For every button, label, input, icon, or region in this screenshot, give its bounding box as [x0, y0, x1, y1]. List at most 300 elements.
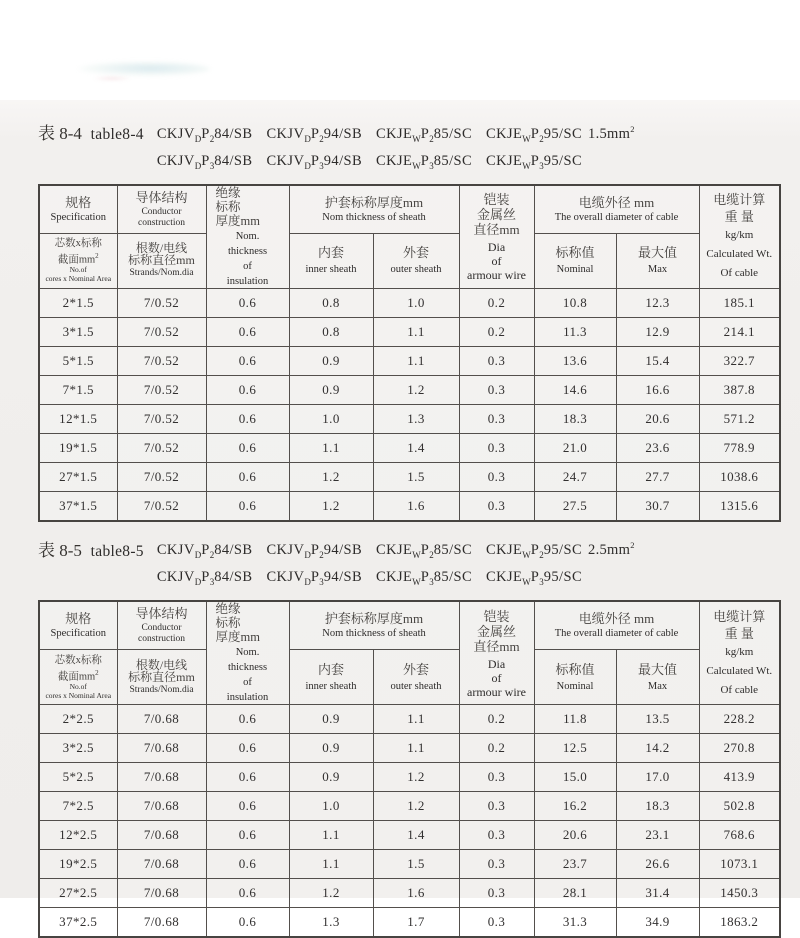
model-row-1 [157, 126, 635, 142]
header-armour-cn: 直径mm [473, 222, 520, 238]
header-inner-sheath-en: inner sheath [305, 264, 357, 276]
header-cores-nominal-area [39, 233, 117, 288]
table-cell: 502.8 [699, 792, 780, 821]
table-header [39, 185, 780, 289]
header-cores-superscript: 2 [95, 251, 99, 260]
header-sheath-thickness [289, 601, 459, 650]
model-subscript: 2 [319, 550, 324, 561]
table-cell: 0.2 [459, 288, 534, 317]
table-cell: 228.2 [699, 705, 780, 734]
model-subscript: W [522, 550, 531, 561]
model-subscript: 2 [209, 133, 215, 144]
header-armour-en: armour wire [467, 684, 526, 699]
table-cell: 1315.6 [699, 491, 780, 521]
size-exponent: 2 [630, 124, 635, 134]
table-cell: 12*1.5 [39, 404, 117, 433]
header-max-cn: 最大值 [638, 245, 678, 261]
cable-model: $CKJE_WP_295/SC$ [486, 125, 583, 144]
table-cell: 19*2.5 [39, 850, 117, 879]
table-row [39, 346, 780, 375]
cable-model: $CKJV_DP_394/SB$ [266, 569, 363, 588]
table-cell: 18.3 [534, 404, 616, 433]
header-strands-cn: 根数/电线 [135, 241, 188, 256]
table-cell: 0.6 [206, 346, 289, 375]
table-row [39, 792, 780, 821]
table-8-5-section [0, 535, 800, 938]
header-armour-en: Dia [487, 656, 506, 671]
table-cell: 270.8 [699, 734, 780, 763]
paper-background [0, 100, 800, 930]
table-cell: 0.3 [459, 346, 534, 375]
header-sheath-cn: 护套标称厚度mm [324, 611, 424, 627]
header-overall-diameter-cn: 电缆外径 mm [578, 611, 655, 627]
model-subscript: D [194, 133, 202, 144]
model-subscript: 2 [539, 133, 544, 144]
table-row [39, 879, 780, 908]
table-cell: 1.5 [373, 462, 459, 491]
table-cell: 1038.6 [699, 462, 780, 491]
header-inner-sheath-en: inner sheath [305, 680, 357, 692]
table-cell: 7/0.68 [117, 850, 206, 879]
table-row [39, 404, 780, 433]
header-max-cn: 最大值 [638, 661, 678, 677]
size-label [588, 542, 635, 558]
caption-tag-cn: 表 8-5 [38, 540, 82, 560]
header-strands-cn: 标称直径mm [128, 253, 195, 268]
header-insulation-en: Nom. [235, 647, 260, 659]
table-cell: 23.7 [534, 850, 616, 879]
table-cell: 17.0 [616, 763, 699, 792]
table-cell: 0.6 [206, 821, 289, 850]
cable-model: $CKJE_WP_395/SC$ [486, 569, 583, 588]
caption-tag [38, 535, 144, 561]
table-cell: 1.3 [373, 404, 459, 433]
header-cores-nominal-area [39, 650, 117, 705]
model-subscript: 2 [539, 550, 544, 561]
header-overall-diameter [534, 185, 699, 234]
header-specification-cn: 规格 [65, 194, 92, 210]
table-cell: 13.6 [534, 346, 616, 375]
table-cell: 1.1 [373, 317, 459, 346]
header-max-en: Max [647, 264, 668, 276]
header-strands-cn: 标称直径mm [128, 669, 195, 684]
header-specification [39, 601, 117, 650]
table-cell: 0.6 [206, 491, 289, 521]
header-max-value [616, 650, 699, 705]
header-max-value [616, 233, 699, 288]
table-cell: 10.8 [534, 288, 616, 317]
table-cell: 0.3 [459, 763, 534, 792]
header-insulation-en: insulation [226, 692, 269, 704]
header-armour-en: armour wire [467, 268, 526, 283]
header-insulation-cn: 绝缘 [215, 185, 241, 200]
header-insulation-en: thickness [227, 245, 268, 257]
header-overall-diameter-cn: 电缆外径 mm [578, 194, 655, 210]
size-label [588, 126, 635, 142]
table-cell: 27.7 [616, 462, 699, 491]
table-cell: 28.1 [534, 879, 616, 908]
table-cell: 2*1.5 [39, 288, 117, 317]
table-cell: 1863.2 [699, 908, 780, 938]
table-cell: 0.9 [289, 734, 373, 763]
table-cell: 0.9 [289, 346, 373, 375]
table-cell: 0.9 [289, 375, 373, 404]
table-row [39, 462, 780, 491]
table-cell: 7/0.52 [117, 317, 206, 346]
table-cell: 0.6 [206, 433, 289, 462]
model-subscript: 3 [429, 160, 434, 171]
cable-model: $CKJV_DP_394/SB$ [266, 152, 363, 171]
table-cell: 0.9 [289, 763, 373, 792]
table-cell: 5*1.5 [39, 346, 117, 375]
table-cell: 1.0 [289, 404, 373, 433]
header-cores-cn [40, 250, 117, 267]
table-cell: 0.6 [206, 288, 289, 317]
table-cell: 31.3 [534, 908, 616, 938]
header-weight-cn: 电缆计算 [713, 608, 766, 624]
header-strands-nom-dia [117, 233, 206, 288]
header-weight-cn: 重 量 [724, 209, 754, 225]
model-subscript: 2 [429, 550, 434, 561]
table-cell: 34.9 [616, 908, 699, 938]
table-cell: 21.0 [534, 433, 616, 462]
cable-model: $CKJV_DP_384/SB$ [156, 152, 253, 171]
table-cell: 7/0.52 [117, 491, 206, 521]
header-calculated-weight [699, 185, 780, 289]
header-nominal-cn: 标称值 [555, 661, 595, 677]
table-cell: 27*2.5 [39, 879, 117, 908]
table-cell: 3*2.5 [39, 734, 117, 763]
model-subscript: W [522, 133, 531, 144]
header-conductor-en: Conductor construction [138, 623, 185, 645]
table-cell: 1.1 [289, 433, 373, 462]
table-cell: 26.6 [616, 850, 699, 879]
header-sheath-en: Nom thickness of sheath [322, 211, 426, 223]
table-cell: 37*1.5 [39, 491, 117, 521]
header-conductor-cn: 导体结构 [135, 189, 188, 205]
table-cell: 27.5 [534, 491, 616, 521]
table-cell: 5*2.5 [39, 763, 117, 792]
header-insulation-en: thickness [227, 662, 268, 674]
table-cell: 0.3 [459, 879, 534, 908]
cable-model: $CKJV_DP_384/SB$ [156, 569, 253, 588]
table-cell: 20.6 [534, 821, 616, 850]
header-outer-sheath-en: outer sheath [390, 680, 442, 692]
table-cell: 2*2.5 [39, 705, 117, 734]
table-cell: 1.2 [289, 491, 373, 521]
table-cell: 14.6 [534, 375, 616, 404]
caption-model-list [157, 118, 635, 177]
table-cell: 7/0.52 [117, 433, 206, 462]
table-header [39, 601, 780, 705]
header-armour-cn: 直径mm [473, 638, 520, 654]
table-cell: 0.6 [206, 317, 289, 346]
table-cell: 571.2 [699, 404, 780, 433]
header-cores-superscript: 2 [95, 668, 99, 677]
table-cell: 0.6 [206, 375, 289, 404]
table-cell: 0.6 [206, 850, 289, 879]
table-row [39, 317, 780, 346]
table-cell: 1.5 [373, 850, 459, 879]
cable-spec-table-8-4 [38, 184, 781, 522]
header-overall-diameter-en: The overall diameter of cable [554, 628, 679, 640]
table-cell: 7/0.68 [117, 705, 206, 734]
header-cores-cn-text: 截面mm [57, 671, 96, 682]
table-cell: 1.4 [373, 433, 459, 462]
table-cell: 1450.3 [699, 879, 780, 908]
table-cell: 0.3 [459, 404, 534, 433]
table-cell: 1.1 [373, 734, 459, 763]
header-sheath-en: Nom thickness of sheath [322, 628, 426, 640]
model-subscript: 3 [209, 577, 215, 588]
model-subscript: D [194, 160, 202, 171]
table-row [39, 433, 780, 462]
header-insulation-cn: 厚度mm [215, 213, 260, 228]
table-cell: 1.6 [373, 879, 459, 908]
header-cores-en: No.of [69, 682, 87, 691]
table-cell: 7/0.68 [117, 821, 206, 850]
header-weight-unit: kg/km [725, 645, 754, 658]
table-row [39, 491, 780, 521]
header-nominal-cn: 标称值 [555, 245, 595, 261]
table-cell: 7/0.52 [117, 288, 206, 317]
header-insulation-cn: 绝缘 [215, 602, 241, 617]
table-8-5-body [39, 705, 780, 938]
table-cell: 0.2 [459, 317, 534, 346]
table-8-5-caption [38, 535, 800, 594]
header-weight-en: Of cable [720, 267, 759, 280]
table-cell: 7/0.68 [117, 879, 206, 908]
table-cell: 11.8 [534, 705, 616, 734]
table-cell: 1.1 [373, 705, 459, 734]
header-armour-cn: 铠装 [483, 192, 510, 208]
table-cell: 37*2.5 [39, 908, 117, 938]
header-cores-cn: 芯数x标称 [54, 237, 102, 249]
table-8-4-body [39, 288, 780, 521]
model-subscript: 3 [539, 160, 544, 171]
header-weight-en: Calculated Wt. [706, 248, 773, 261]
table-cell: 0.2 [459, 705, 534, 734]
header-nominal-value [534, 233, 616, 288]
model-subscript: W [522, 160, 531, 171]
cable-model: $CKJV_DP_294/SB$ [266, 542, 363, 561]
model-row-2 [156, 569, 588, 588]
header-strands-en: Strands/Nom.dia [129, 268, 194, 279]
table-row [39, 850, 780, 879]
table-row [39, 908, 780, 938]
table-cell: 11.3 [534, 317, 616, 346]
table-cell: 7*1.5 [39, 375, 117, 404]
header-armour-cn: 金属丝 [476, 623, 516, 639]
table-row [39, 288, 780, 317]
table-cell: 1.2 [289, 462, 373, 491]
cable-model: $CKJE_WP_285/SC$ [376, 542, 473, 561]
model-row-1 [156, 540, 635, 561]
header-calculated-weight [699, 601, 780, 705]
model-subscript: 3 [209, 160, 215, 171]
header-sheath-cn: 护套标称厚度mm [324, 194, 424, 210]
model-subscript: 2 [319, 133, 324, 144]
cable-model: $CKJE_WP_395/SC$ [486, 152, 583, 171]
table-cell: 7/0.52 [117, 404, 206, 433]
header-cores-cn-text: 截面mm [57, 254, 96, 266]
header-cores-cn [40, 667, 117, 684]
header-inner-sheath [289, 233, 373, 288]
table-cell: 413.9 [699, 763, 780, 792]
table-cell: 18.3 [616, 792, 699, 821]
table-cell: 214.1 [699, 317, 780, 346]
header-weight-cn: 重 量 [724, 625, 754, 641]
table-cell: 7/0.52 [117, 375, 206, 404]
header-weight-unit: kg/km [725, 229, 754, 242]
header-armour-en: of [491, 254, 502, 269]
table-row [39, 734, 780, 763]
model-subscript: D [304, 133, 311, 144]
model-subscript: W [412, 133, 421, 144]
header-outer-sheath-cn: 外套 [402, 661, 429, 677]
table-cell: 1.1 [289, 821, 373, 850]
header-insulation-cn: 标称 [215, 199, 241, 214]
cable-model: $CKJV_DP_294/SB$ [266, 125, 363, 144]
table-cell: 7/0.52 [117, 346, 206, 375]
table-cell: 1.0 [373, 288, 459, 317]
table-cell: 1.3 [289, 908, 373, 938]
table-cell: 768.6 [699, 821, 780, 850]
table-cell: 0.6 [206, 462, 289, 491]
table-cell: 0.6 [206, 879, 289, 908]
table-cell: 0.3 [459, 462, 534, 491]
header-insulation-en: of [243, 677, 252, 689]
header-outer-sheath-en: outer sheath [390, 264, 442, 276]
table-cell: 3*1.5 [39, 317, 117, 346]
model-subscript: D [194, 577, 202, 588]
size-exponent: 2 [630, 540, 635, 551]
table-cell: 12.5 [534, 734, 616, 763]
table-cell: 16.6 [616, 375, 699, 404]
model-subscript: 2 [209, 550, 215, 561]
header-conductor-construction [117, 601, 206, 650]
scan-smudge-artifact [78, 62, 210, 76]
table-cell: 0.3 [459, 821, 534, 850]
header-insulation-en: of [243, 260, 252, 272]
table-cell: 0.9 [289, 705, 373, 734]
cable-model: $CKJE_WP_295/SC$ [486, 542, 583, 561]
model-subscript: 3 [319, 160, 324, 171]
table-8-4-caption [38, 118, 800, 177]
table-cell: 13.5 [616, 705, 699, 734]
model-subscript: D [304, 550, 311, 561]
table-cell: 7*2.5 [39, 792, 117, 821]
header-specification-en: Specification [50, 211, 106, 223]
header-weight-cn: 电缆计算 [713, 192, 766, 208]
table-cell: 0.3 [459, 433, 534, 462]
table-cell: 20.6 [616, 404, 699, 433]
model-list-line1 [157, 126, 588, 142]
header-nominal-en: Nominal [556, 264, 594, 276]
model-list-line1 [156, 542, 588, 561]
table-cell: 23.1 [616, 821, 699, 850]
header-inner-sheath-cn: 内套 [317, 245, 344, 261]
table-cell: 24.7 [534, 462, 616, 491]
size-value: 1.5mm [588, 125, 631, 142]
header-armour-wire-dia [459, 601, 534, 705]
table-cell: 7/0.68 [117, 908, 206, 938]
header-insulation-cn: 厚度mm [215, 630, 260, 645]
table-cell: 0.6 [206, 705, 289, 734]
table-row [39, 821, 780, 850]
table-cell: 7/0.68 [117, 763, 206, 792]
header-cores-cn: 芯数x标称 [54, 654, 102, 666]
table-cell: 12.3 [616, 288, 699, 317]
header-overall-diameter-en: The overall diameter of cable [554, 211, 679, 223]
cable-spec-table-8-5 [38, 600, 781, 938]
model-subscript: W [522, 577, 531, 588]
cable-model: $CKJV_DP_284/SB$ [156, 542, 253, 561]
table-cell: 1.1 [373, 346, 459, 375]
table-cell: 7/0.52 [117, 462, 206, 491]
table-cell: 23.6 [616, 433, 699, 462]
cable-model: $CKJE_WP_385/SC$ [376, 569, 473, 588]
table-row [39, 705, 780, 734]
header-armour-cn: 铠装 [483, 608, 510, 624]
table-cell: 30.7 [616, 491, 699, 521]
header-specification [39, 185, 117, 234]
header-max-en: Max [647, 680, 668, 692]
caption-tag-cn: 表 8-4 [38, 124, 82, 143]
table-cell: 1.2 [373, 375, 459, 404]
table-cell: 0.6 [206, 792, 289, 821]
model-subscript: D [194, 550, 202, 561]
header-inner-sheath-cn: 内套 [317, 661, 344, 677]
header-nominal-en: Nominal [556, 680, 594, 692]
table-cell: 1.6 [373, 491, 459, 521]
header-cores-en: No.of [69, 265, 87, 275]
table-cell: 0.3 [459, 908, 534, 938]
cable-model: $CKJV_DP_284/SB$ [156, 125, 253, 144]
header-conductor-cn: 导体结构 [135, 606, 188, 622]
cable-model: $CKJE_WP_285/SC$ [376, 125, 473, 144]
caption-tag-en: table8-4 [90, 126, 144, 143]
header-strands-nom-dia [117, 650, 206, 705]
table-cell: 185.1 [699, 288, 780, 317]
table-cell: 1.0 [289, 792, 373, 821]
table-cell: 0.8 [289, 288, 373, 317]
model-subscript: D [304, 160, 311, 171]
header-outer-sheath [373, 650, 459, 705]
header-nominal-value [534, 650, 616, 705]
model-subscript: D [304, 577, 311, 588]
table-cell: 0.6 [206, 404, 289, 433]
header-armour-cn: 金属丝 [476, 207, 516, 223]
model-subscript: 3 [539, 577, 544, 588]
table-cell: 1.2 [289, 879, 373, 908]
table-cell: 0.3 [459, 375, 534, 404]
table-cell: 0.3 [459, 850, 534, 879]
scan-smudge-artifact [92, 76, 132, 81]
model-subscript: 2 [429, 133, 434, 144]
header-conductor-en: Conductor construction [138, 206, 185, 228]
table-cell: 12.9 [616, 317, 699, 346]
header-specification-en: Specification [50, 628, 106, 640]
table-cell: 7/0.68 [117, 792, 206, 821]
model-subscript: W [412, 160, 421, 171]
header-cores-en: cores x Nominal Area [45, 690, 112, 700]
header-strands-cn: 根数/电线 [135, 657, 188, 672]
table-cell: 1.2 [373, 792, 459, 821]
table-cell: 1.2 [373, 763, 459, 792]
table-cell: 1.4 [373, 821, 459, 850]
header-armour-en: of [491, 670, 502, 685]
